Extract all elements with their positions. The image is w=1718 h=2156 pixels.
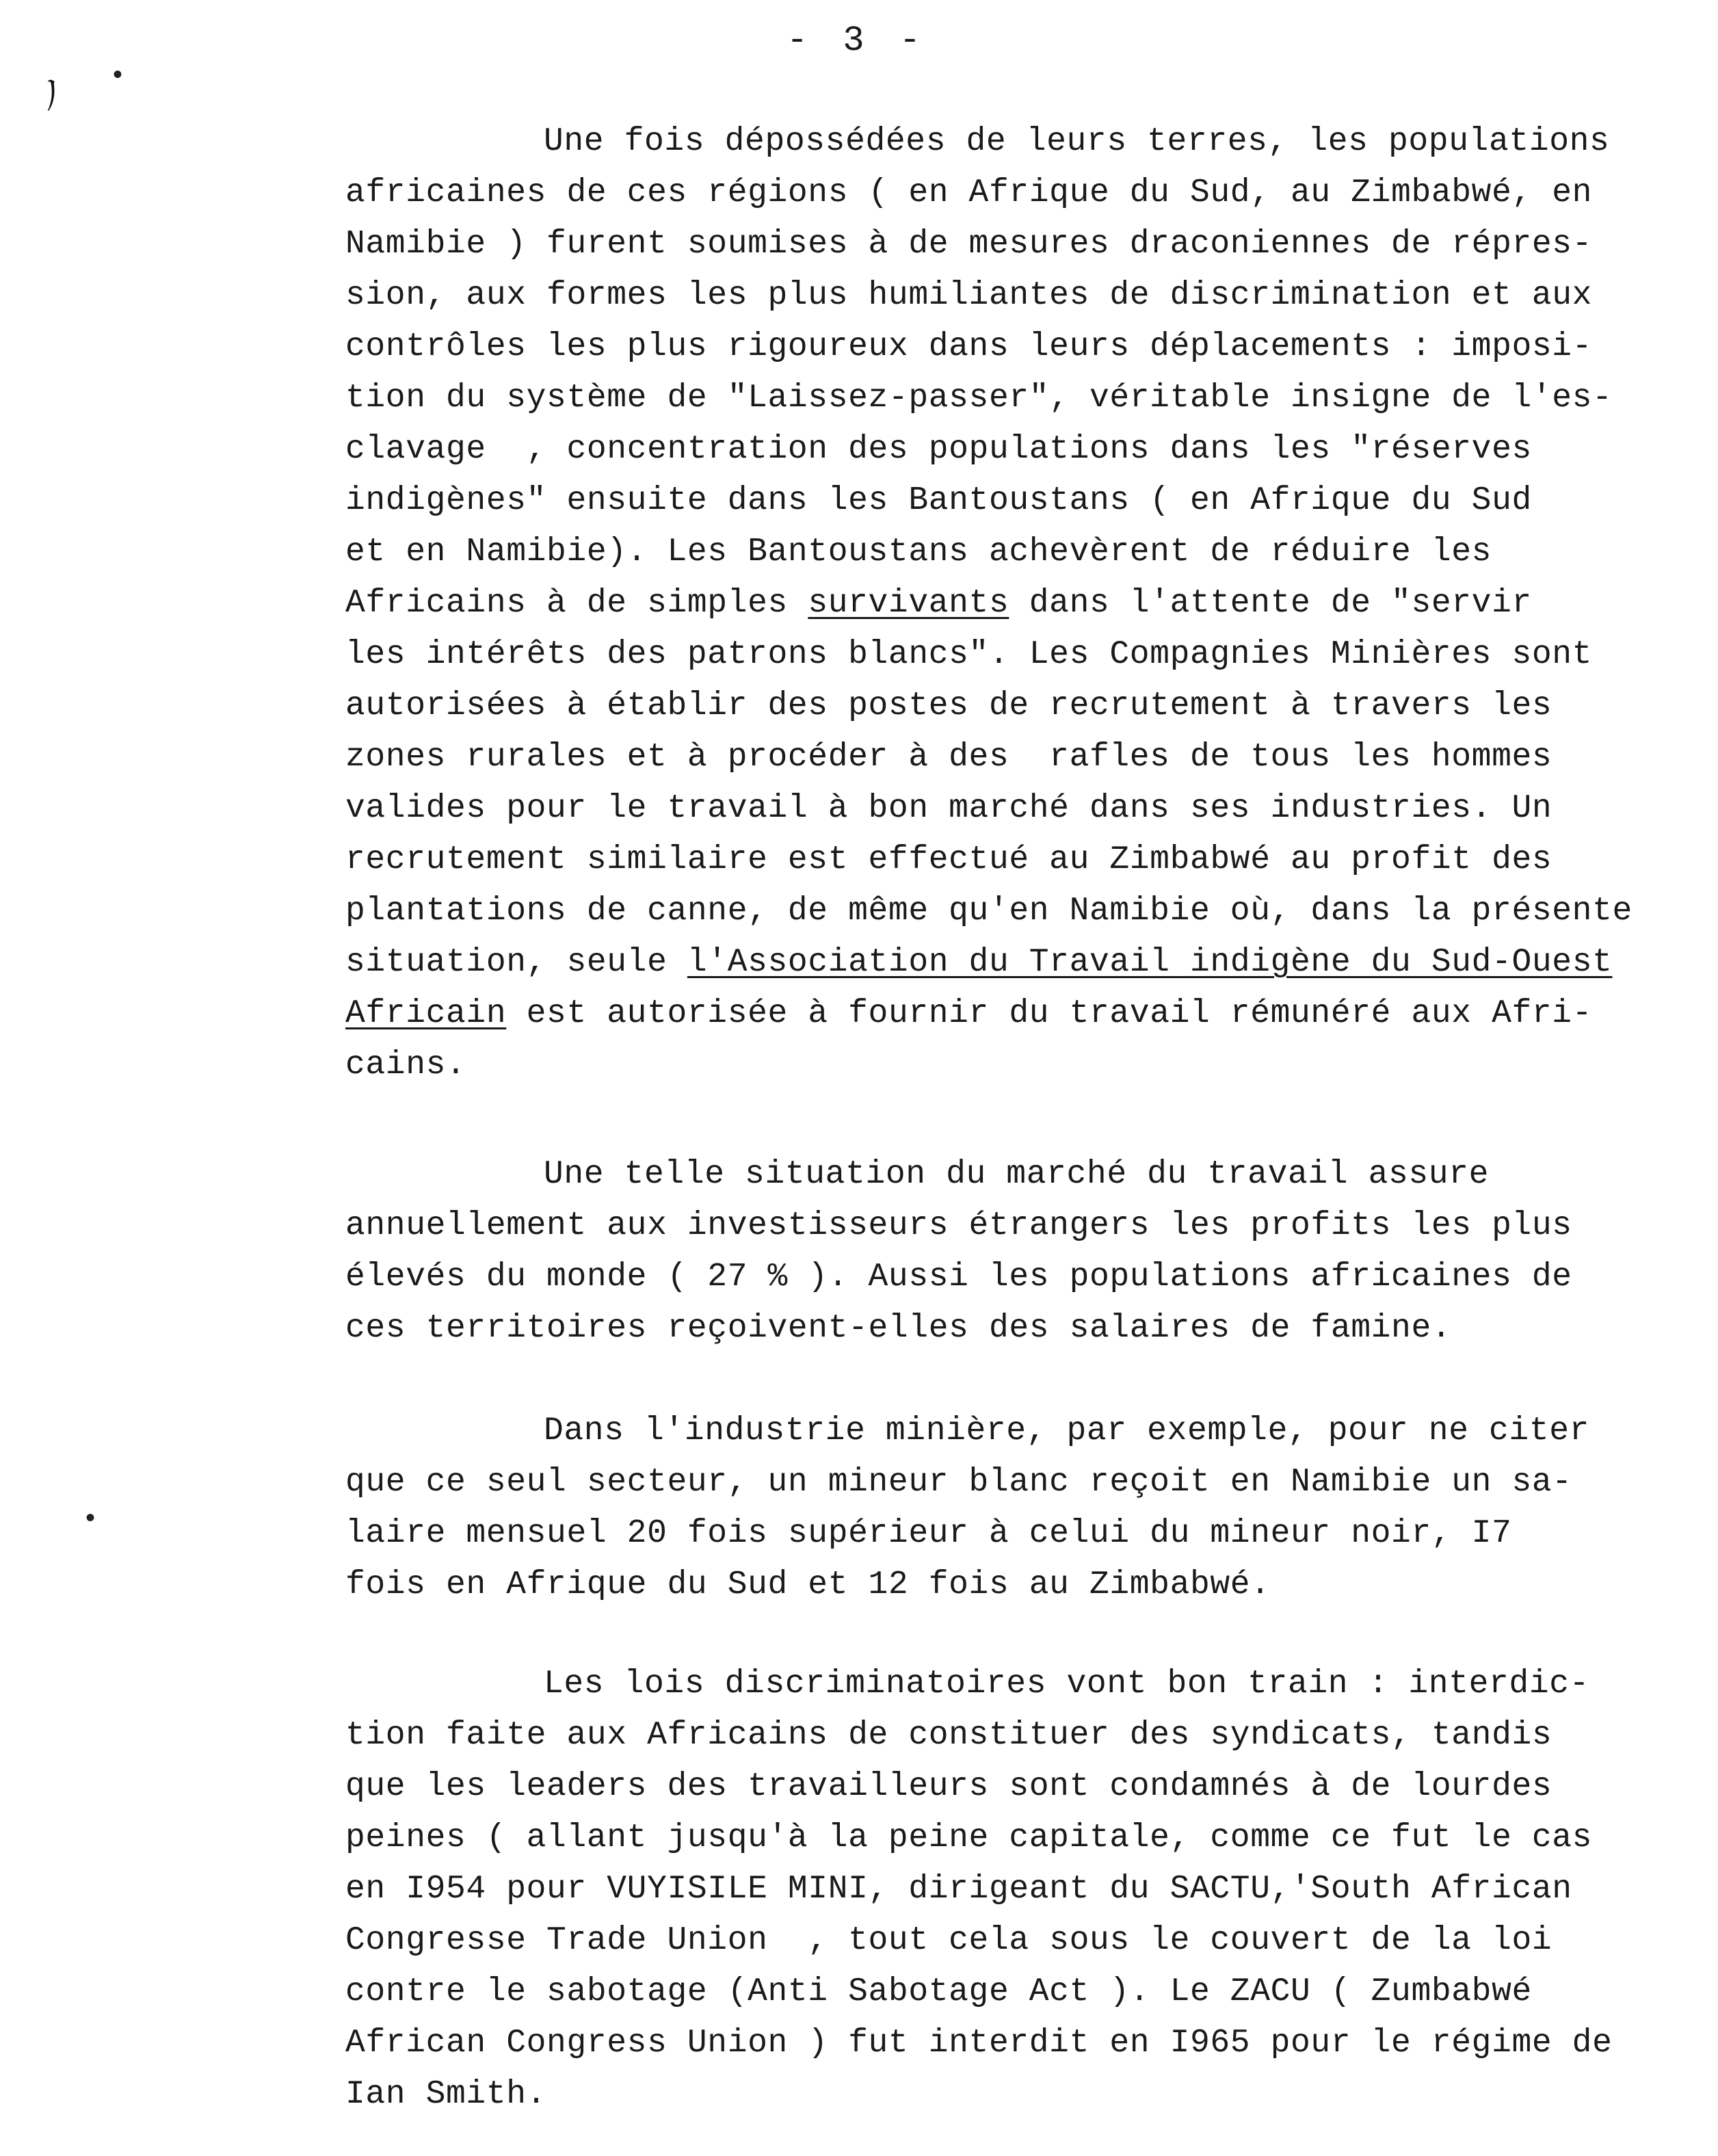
text-line: valides pour le travail à bon marché dans ses industries. Un [345, 790, 1552, 827]
text-line: en I954 pour VUYISILE MINI, dirigeant du SACTU,'South African [345, 1871, 1572, 1908]
text-line: Les lois discriminatoires vont bon train : interdic- [544, 1666, 1590, 1703]
text-line: indigènes" ensuite dans les Bantoustans ( en Afrique du Sud [345, 482, 1532, 519]
handwritten-margin-mark: ﾉ [36, 73, 69, 122]
text-line: et en Namibie). Les Bantoustans achevèrent de réduire les [345, 534, 1492, 570]
text-line: que ce seul secteur, un mineur blanc reçoit en Namibie un sa- [345, 1464, 1572, 1501]
text-line: laire mensuel 20 fois supérieur à celui du mineur noir, I7 [345, 1515, 1512, 1552]
text-line: annuellement aux investisseurs étrangers les profits les plus [345, 1207, 1572, 1244]
text-line: tion faite aux Africains de constituer des syndicats, tandis [345, 1717, 1552, 1754]
text-line: ces territoires reçoivent-elles des salaires de famine. [345, 1310, 1452, 1347]
underlined-text: survivants [808, 585, 1009, 622]
paragraph-1 [345, 116, 1645, 1091]
text-line: tion du système de "Laissez-passer", véritable insigne de l'es- [345, 380, 1613, 417]
text-line: contre le sabotage (Anti Sabotage Act ). Le ZACU ( Zumbabwé [345, 1973, 1532, 2010]
text-line: contrôles les plus rigoureux dans leurs déplacements : imposi- [345, 328, 1593, 365]
text-line: plantations de canne, de même qu'en Namibie où, dans la présente [345, 893, 1633, 930]
text-line: élevés du monde ( 27 % ). Aussi les populations africaines de [345, 1259, 1572, 1296]
text-line: cains. [345, 1047, 466, 1083]
text-segment: dans l'attente de "servir [1009, 585, 1532, 622]
text-line: Namibie ) furent soumises à de mesures draconiennes de répres- [345, 226, 1593, 263]
paragraph-2 [345, 1149, 1645, 1354]
ink-dot: • [82, 1505, 99, 1536]
text-line: sion, aux formes les plus humiliantes de discrimination et aux [345, 277, 1593, 314]
text-segment: situation, seule [345, 944, 687, 981]
text-line: Congresse Trade Union , tout cela sous le couvert de la loi [345, 1922, 1552, 1959]
text-line [345, 578, 1645, 629]
text-line: autorisées à établir des postes de recrutement à travers les [345, 687, 1552, 724]
text-line: Une fois dépossédées de leurs terres, les populations [544, 123, 1610, 160]
paragraph-4 [345, 1659, 1645, 2120]
text-line [345, 988, 1645, 1040]
text-line: fois en Afrique du Sud et 12 fois au Zimbabwé. [345, 1566, 1271, 1603]
text-line: que les leaders des travailleurs sont condamnés à de lourdes [345, 1768, 1552, 1805]
page-number: - 3 - [787, 21, 928, 61]
text-segment: Africains à de simples [345, 585, 808, 622]
text-line: Dans l'industrie minière, par exemple, pour ne citer [544, 1412, 1590, 1449]
underlined-text: l'Association du Travail indigène du Sud-Ouest [687, 944, 1613, 981]
text-line [345, 937, 1645, 988]
text-line: zones rurales et à procéder à des rafles de tous les hommes [345, 739, 1552, 776]
text-line: les intérêts des patrons blancs". Les Compagnies Minières sont [345, 636, 1593, 673]
text-line: clavage , concentration des populations dans les "réserves [345, 431, 1532, 468]
text-line: recrutement similaire est effectué au Zimbabwé au profit des [345, 841, 1552, 878]
text-segment: est autorisée à fournir du travail rémunéré aux Afri- [506, 995, 1593, 1032]
paragraph-3 [345, 1406, 1645, 1611]
text-line: Une telle situation du marché du travail assure [544, 1156, 1490, 1193]
text-line: africaines de ces régions ( en Afrique du Sud, au Zimbabwé, en [345, 174, 1593, 211]
underlined-text: Africain [345, 995, 507, 1032]
text-line: Ian Smith. [345, 2076, 547, 2113]
ink-dot: • [109, 62, 127, 92]
text-line: African Congress Union ) fut interdit en I965 pour le régime de [345, 2025, 1613, 2062]
text-line: peines ( allant jusqu'à la peine capitale, comme ce fut le cas [345, 1819, 1593, 1856]
